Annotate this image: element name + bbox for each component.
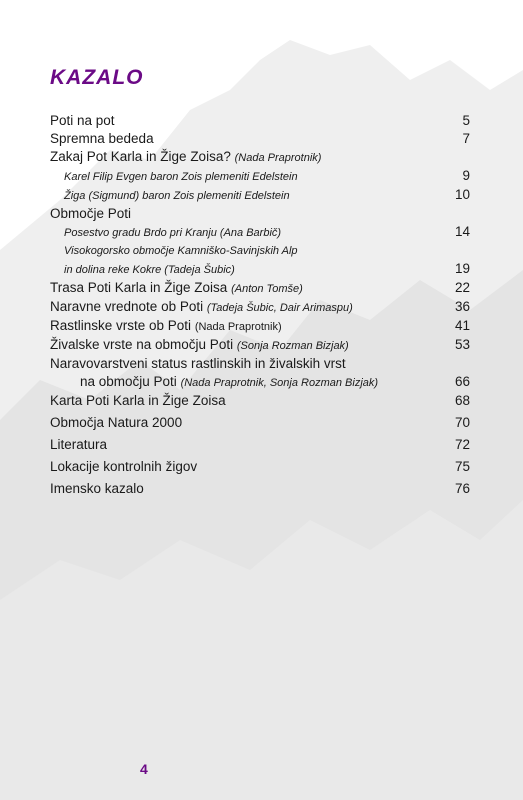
toc-subentry[interactable]	[50, 223, 470, 242]
page-number: 22	[454, 280, 470, 295]
entry-title: Območja Natura 2000	[50, 415, 183, 430]
entry-title: Zakaj Pot Karla in Žige Zoisa?	[50, 149, 231, 164]
entry-author: (Nada Praprotnik)	[234, 152, 322, 164]
page-number: 14	[454, 224, 470, 239]
entry-title: Literatura	[50, 437, 108, 452]
toc-entry[interactable]	[50, 130, 470, 148]
toc-entry[interactable]	[50, 458, 470, 476]
entry-title: Žiga (Sigmund) baron Zois plemeniti Edelstein	[64, 190, 290, 202]
toc-entry[interactable]	[50, 112, 470, 130]
toc-subentry[interactable]	[50, 186, 470, 205]
page-number: 41	[454, 318, 470, 333]
page-number: 9	[462, 168, 470, 183]
entry-title: Visokogorsko območje Kamniško-Savinjskih Alp	[64, 245, 298, 257]
entry-title: Spremna bededa	[50, 131, 154, 146]
entry-title: Karel Filip Evgen baron Zois plemeniti Edelstein	[64, 171, 298, 183]
page-number: 5	[462, 113, 470, 128]
toc-entry[interactable]	[50, 436, 470, 454]
toc-subentry[interactable]	[50, 260, 470, 279]
page-number: 7	[462, 131, 470, 146]
entry-title: Območje Poti	[50, 206, 132, 221]
toc-entry[interactable]	[50, 205, 470, 223]
entry-author: (Nada Praprotnik)	[194, 321, 282, 333]
entry-title: in dolina reke Kokre (Tadeja Šubic)	[64, 264, 235, 276]
entry-author: (Nada Praprotnik, Sonja Rozman Bizjak)	[180, 377, 379, 389]
page-number: 72	[454, 437, 470, 452]
entry-author: (Anton Tomše)	[231, 283, 303, 295]
page-number: 68	[454, 393, 470, 408]
toc-entry[interactable]	[50, 317, 470, 336]
page-number: 19	[454, 261, 470, 276]
entry-title: Imensko kazalo	[50, 481, 144, 496]
entry-title: Trasa Poti Karla in Žige Zoisa	[50, 280, 228, 295]
toc-subentry[interactable]	[50, 167, 470, 186]
entry-title: Lokacije kontrolnih žigov	[50, 459, 198, 474]
table-of-contents	[50, 112, 470, 498]
toc-subentry[interactable]	[50, 242, 470, 260]
entry-title: Poti na pot	[50, 113, 115, 128]
page-number: 53	[454, 337, 470, 352]
toc-entry[interactable]	[50, 148, 470, 167]
toc-entry[interactable]	[50, 392, 470, 410]
toc-entry[interactable]	[50, 336, 470, 355]
entry-author: (Tadeja Šubic, Dair Arimaspu)	[206, 302, 353, 314]
toc-entry[interactable]	[50, 279, 470, 298]
toc-entry[interactable]	[50, 355, 470, 373]
page-number: 70	[454, 415, 470, 430]
page-title: KAZALO	[50, 66, 144, 89]
entry-title: Posestvo gradu Brdo pri Kranju (Ana Barbič)	[64, 227, 282, 239]
page-folio: 4	[140, 761, 148, 777]
toc-entry-continued[interactable]	[50, 373, 470, 392]
toc-entry[interactable]	[50, 414, 470, 432]
page-number: 76	[454, 481, 470, 496]
entry-title: Karta Poti Karla in Žige Zoisa	[50, 393, 226, 408]
entry-title: na območju Poti	[80, 374, 177, 389]
page-number: 75	[454, 459, 470, 474]
toc-entry[interactable]	[50, 298, 470, 317]
entry-author: (Sonja Rozman Bizjak)	[236, 340, 349, 352]
page-number: 66	[454, 374, 470, 389]
entry-title: Rastlinske vrste ob Poti	[50, 318, 192, 333]
toc-entry[interactable]	[50, 480, 470, 498]
page-number: 36	[454, 299, 470, 314]
entry-title: Živalske vrste na območju Poti	[50, 337, 234, 352]
entry-title: Naravne vrednote ob Poti	[50, 299, 204, 314]
entry-title: Naravovarstveni status rastlinskih in živalskih vrst	[50, 356, 346, 371]
page-number: 10	[454, 187, 470, 202]
